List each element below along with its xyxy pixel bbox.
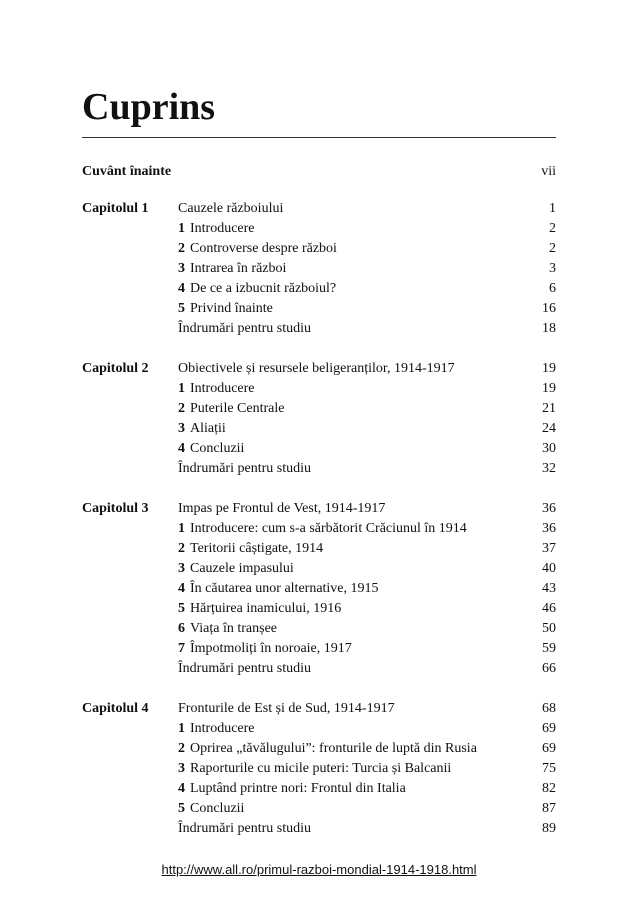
section-page: 3 [549,261,556,276]
section-row[interactable] [82,539,556,559]
section-row[interactable] [82,739,556,759]
chapter-1 [82,199,556,339]
section-title: Viața în tranșee [190,621,278,636]
section-row[interactable] [82,239,556,259]
section-page: 16 [542,301,556,316]
section-title: Luptând printre nori: Frontul din Italia [190,781,406,796]
section-title: Introducere: cum s-a sărbătorit Crăciunul în 1914 [190,521,467,536]
section-page: 24 [542,421,556,436]
section-title: Concluzii [190,801,245,816]
section-page: 19 [542,381,556,396]
section-title: Puterile Centrale [190,401,285,416]
section-number: 4 [178,281,185,296]
section-title: Intrarea în război [190,261,287,276]
section-title: Raporturile cu micile puteri: Turcia și Balcanii [190,761,452,776]
section-page: 40 [542,561,556,576]
chapter-page: 1 [549,201,556,216]
section-page: 46 [542,601,556,616]
section-number: 2 [178,541,185,556]
page-title: Cuprins [82,86,216,128]
study-guide-title: Îndrumări pentru studiu [178,461,311,476]
chapter-row[interactable] [82,699,556,719]
study-guide-page: 32 [542,461,556,476]
chapter-label: Capitolul 2 [82,361,149,376]
section-number: 4 [178,581,185,596]
section-page: 82 [542,781,556,796]
section-row[interactable] [82,419,556,439]
study-guide-row[interactable] [82,459,556,479]
section-page: 21 [542,401,556,416]
study-guide-page: 89 [542,821,556,836]
study-guide-row[interactable] [82,659,556,679]
chapter-title: Obiectivele și resursele beligeranților, 1914-1917 [178,361,455,376]
study-guide-title: Îndrumări pentru studiu [178,661,311,676]
section-number: 1 [178,721,185,736]
study-guide-title: Îndrumări pentru studiu [178,821,311,836]
section-row[interactable] [82,639,556,659]
section-page: 50 [542,621,556,636]
section-row[interactable] [82,599,556,619]
section-row[interactable] [82,759,556,779]
chapter-page: 68 [542,701,556,716]
section-row[interactable] [82,279,556,299]
chapter-2 [82,359,556,479]
section-row[interactable] [82,379,556,399]
section-page: 37 [542,541,556,556]
section-page: 87 [542,801,556,816]
study-guide-page: 18 [542,321,556,336]
section-title: Hărțuirea inamicului, 1916 [190,601,342,616]
section-title: Teritorii câștigate, 1914 [190,541,324,556]
section-number: 5 [178,601,185,616]
chapter-row[interactable] [82,359,556,379]
chapter-row[interactable] [82,199,556,219]
section-number: 2 [178,401,185,416]
section-number: 1 [178,221,185,236]
chapter-label: Capitolul 3 [82,501,149,516]
section-number: 1 [178,381,185,396]
chapter-row[interactable] [82,499,556,519]
section-page: 36 [542,521,556,536]
section-row[interactable] [82,799,556,819]
section-title: Oprirea „tăvălugului”: fronturile de luptă din Rusia [190,741,477,756]
study-guide-page: 66 [542,661,556,676]
section-number: 1 [178,521,185,536]
section-number: 6 [178,621,185,636]
section-row[interactable] [82,259,556,279]
section-page: 30 [542,441,556,456]
table-of-contents [82,199,556,859]
section-title: Aliații [190,421,226,436]
section-number: 2 [178,741,185,756]
section-title: Controverse despre război [190,241,337,256]
section-number: 3 [178,761,185,776]
chapter-3 [82,499,556,679]
chapter-title: Fronturile de Est și de Sud, 1914-1917 [178,701,395,716]
section-title: Introducere [190,381,255,396]
chapter-label: Capitolul 1 [82,201,149,216]
section-row[interactable] [82,779,556,799]
title-rule [82,137,556,138]
chapter-page: 19 [542,361,556,376]
section-page: 75 [542,761,556,776]
section-title: În căutarea unor alternative, 1915 [190,581,379,596]
section-number: 3 [178,261,185,276]
section-row[interactable] [82,439,556,459]
section-title: Cauzele impasului [190,561,294,576]
section-page: 6 [549,281,556,296]
section-row[interactable] [82,579,556,599]
chapter-page: 36 [542,501,556,516]
section-title: Introducere [190,221,255,236]
section-row[interactable] [82,519,556,539]
section-number: 3 [178,561,185,576]
section-title: Introducere [190,721,255,736]
foreword-page: vii [541,164,556,179]
section-row[interactable] [82,299,556,319]
section-page: 69 [542,741,556,756]
study-guide-row[interactable] [82,319,556,339]
section-page: 43 [542,581,556,596]
section-title: Împotmoliți în noroaie, 1917 [190,641,352,656]
chapter-4 [82,699,556,839]
chapter-label: Capitolul 4 [82,701,149,716]
section-number: 3 [178,421,185,436]
section-row[interactable] [82,619,556,639]
section-page: 59 [542,641,556,656]
section-page: 2 [549,221,556,236]
footer-url-link[interactable]: http://www.all.ro/primul-razboi-mondial-1914-1918.html [161,862,477,877]
study-guide-title: Îndrumări pentru studiu [178,321,311,336]
section-row[interactable] [82,559,556,579]
section-title: De ce a izbucnit războiul? [190,281,337,296]
section-row[interactable] [82,399,556,419]
section-row[interactable] [82,219,556,239]
section-page: 69 [542,721,556,736]
section-page: 2 [549,241,556,256]
section-number: 2 [178,241,185,256]
study-guide-row[interactable] [82,819,556,839]
section-title: Privind înainte [190,301,273,316]
toc-foreword-row[interactable] [82,162,556,182]
section-title: Concluzii [190,441,245,456]
section-number: 5 [178,801,185,816]
section-row[interactable] [82,719,556,739]
foreword-title: Cuvânt înainte [82,164,172,179]
section-number: 5 [178,301,185,316]
chapter-title: Cauzele războiului [178,201,284,216]
section-number: 4 [178,441,185,456]
section-number: 4 [178,781,185,796]
chapter-title: Impas pe Frontul de Vest, 1914-1917 [178,501,386,516]
section-number: 7 [178,641,185,656]
